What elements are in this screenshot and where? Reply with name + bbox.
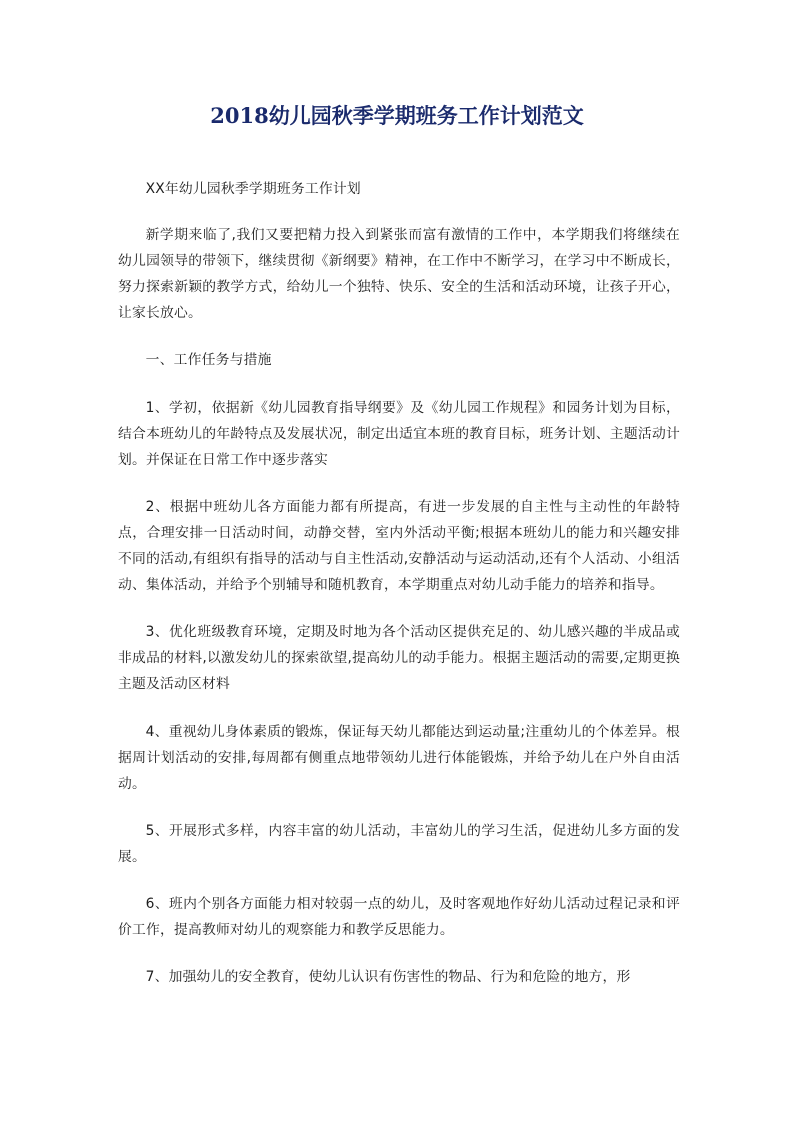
paragraph-item-5: 5、开展形式多样，内容丰富的幼儿活动，丰富幼儿的学习生活，促进幼儿多方面的发展。 xyxy=(118,822,680,865)
document-subtitle: XX年幼儿园秋季学期班务工作计划 xyxy=(145,181,361,197)
paragraph-item-4: 4、重视幼儿身体素质的锻炼，保证每天幼儿都能达到运动量;注重幼儿的个体差异。根据周计划活动的安排,每周都有侧重点地带领幼儿进行体能锻炼，并给予幼儿在户外自由活动。 xyxy=(118,723,680,792)
paragraph-item-2: 2、根据中班幼儿各方面能力都有所提高，有进一步发展的自主性与主动性的年龄特点，合理安排一日活动时间，动静交替，室内外活动平衡;根据本班幼儿的能力和兴趣安排不同的活动,有组织有指导的活动与自主性活动,安静活动与运动活动,还有个人活动、小组活动、集体活动，并给予个别辅导和随机教育，本学期重点对幼儿动手能力的培养和指导。 xyxy=(118,498,680,594)
paragraph-item-7: 7、加强幼儿的安全教育，使幼儿认识有伤害性的物品、行为和危险的地方，形 xyxy=(145,969,631,986)
document-body xyxy=(118,176,680,1011)
paragraph-item-1: 1、学初，依据新《幼儿园教育指导纲要》及《幼儿园工作规程》和园务计划为目标，结合本班幼儿的年龄特点及发展状况，制定出适宜本班的教育目标，班务计划、主题活动计划。并保证在日常工作中逐步落实 xyxy=(118,399,680,468)
paragraph-item-3: 3、优化班级教育环境，定期及时地为各个活动区提供充足的、幼儿感兴趣的半成品或非成品的材料,以激发幼儿的探索欲望,提高幼儿的动手能力。根据主题活动的需要,定期更换主题及活动区材料 xyxy=(118,624,680,693)
paragraph-item-6: 6、班内个别各方面能力相对较弱一点的幼儿，及时客观地作好幼儿活动过程记录和评价工作，提高教师对幼儿的观察能力和教学反思能力。 xyxy=(118,895,680,939)
paragraph-intro: 新学期来临了,我们又要把精力投入到紧张而富有激情的工作中，本学期我们将继续在幼儿园领导的带领下，继续贯彻《新纲要》精神，在工作中不断学习，在学习中不断成长，努力探索新颖的教学方式，给幼儿一个独特、快乐、安全的生活和活动环境，让孩子开心，让家长放心。 xyxy=(118,227,680,322)
section-heading: 一、工作任务与措施 xyxy=(145,352,272,369)
document-title: 2018幼儿园秋季学期班务工作计划范文 xyxy=(210,103,584,128)
